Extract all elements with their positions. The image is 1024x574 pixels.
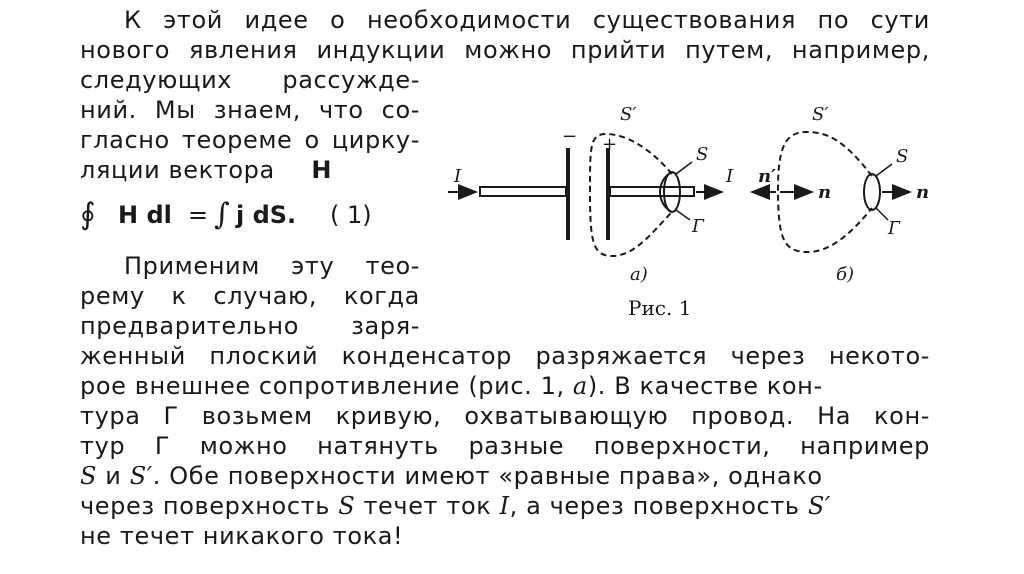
text-line-6-body: ляции вектора: [80, 156, 275, 184]
label-S-b: S: [896, 146, 909, 167]
text-line-7: Применим эту тео-: [124, 252, 420, 280]
label-sub-a: а): [630, 264, 648, 285]
figure-caption: Рис. 1: [628, 296, 692, 320]
surface-S-ref-2: S: [338, 492, 356, 520]
equation-number: ( 1): [330, 201, 372, 229]
equation-1: [80, 198, 420, 232]
label-gamma-b: Г: [888, 218, 900, 239]
surface-S-prime-ref: S′: [129, 462, 153, 490]
contour-integral-sign: ∮: [80, 197, 96, 232]
figure-ref-a: а: [572, 372, 588, 400]
text-line-11-tail: ). В качестве кон-: [587, 372, 823, 400]
text-line-6: [80, 156, 420, 184]
text-line-14-rest: . Обе поверхности имеют «равные права», однако: [152, 462, 823, 490]
text-line-12: тура Г возьмем кривую, охватывающую провод. На кон-: [80, 402, 930, 430]
figure-capacitor-diagram: [440, 90, 1000, 300]
equation-rhs: j dS.: [236, 201, 297, 229]
text-and: и: [97, 462, 130, 490]
text-line-3: следующих рассужде-: [80, 66, 420, 94]
leader-S-b: [876, 164, 892, 176]
right-wire: [610, 187, 694, 196]
contour-gamma-b: [864, 174, 880, 210]
surface-S-prime-ref-2: S′: [807, 492, 831, 520]
left-wire: [480, 187, 566, 196]
text-line-1: К этой идее о необходимости существования по сути: [124, 6, 930, 34]
equation-lhs: H dl: [118, 201, 172, 229]
text-line-11: [80, 372, 930, 400]
leader-S-a: [676, 162, 692, 174]
label-S-prime-b: S′: [812, 104, 829, 125]
text-line-15-mid: течет ток: [355, 492, 500, 520]
label-plus: +: [602, 134, 618, 155]
label-n-right: n: [916, 182, 930, 203]
text-line-14: [80, 462, 930, 490]
label-n-prime: n′: [758, 166, 776, 187]
label-minus: −: [562, 126, 578, 147]
panel-a: [448, 104, 734, 285]
leader-gamma-a: [676, 210, 690, 220]
text-line-4: ний. Мы знаем, что со-: [80, 96, 420, 124]
text-line-15-mid2: , а через поверхность: [509, 492, 808, 520]
surface-S-ref: S: [80, 462, 98, 490]
figure-svg: [440, 90, 1000, 300]
label-sub-b: б): [836, 264, 855, 285]
leader-gamma-b: [876, 208, 888, 220]
equation-equals: =: [188, 201, 209, 229]
integral-sign: ∫: [214, 197, 230, 232]
label-S-prime-a: S′: [620, 104, 637, 125]
text-line-15-head: через поверхность: [80, 492, 339, 520]
label-S-a: S: [696, 144, 709, 165]
text-line-13: тур Г можно натянуть разные поверхности, например: [80, 432, 930, 460]
vector-H: H: [311, 156, 332, 184]
text-line-9: предварительно заря-: [80, 312, 420, 340]
label-n-middle: n: [818, 182, 832, 203]
label-I-in: I: [454, 166, 462, 187]
text-line-5: гласно теореме о цирку-: [80, 126, 420, 154]
current-I-ref: I: [499, 492, 510, 520]
panel-b: [752, 104, 929, 285]
text-line-16: не течет никакого тока!: [80, 522, 404, 550]
label-I-out: I: [726, 166, 734, 187]
text-line-11-head: рое внешнее сопротивление (рис. 1,: [80, 372, 573, 400]
label-gamma-a: Г: [692, 216, 704, 237]
text-line-2: нового явления индукции можно прийти путем, например,: [80, 36, 930, 64]
text-line-8: рему к случаю, когда: [80, 282, 420, 310]
text-line-10: женный плоский конденсатор разряжается через некото-: [80, 342, 930, 370]
text-line-15: [80, 492, 930, 520]
